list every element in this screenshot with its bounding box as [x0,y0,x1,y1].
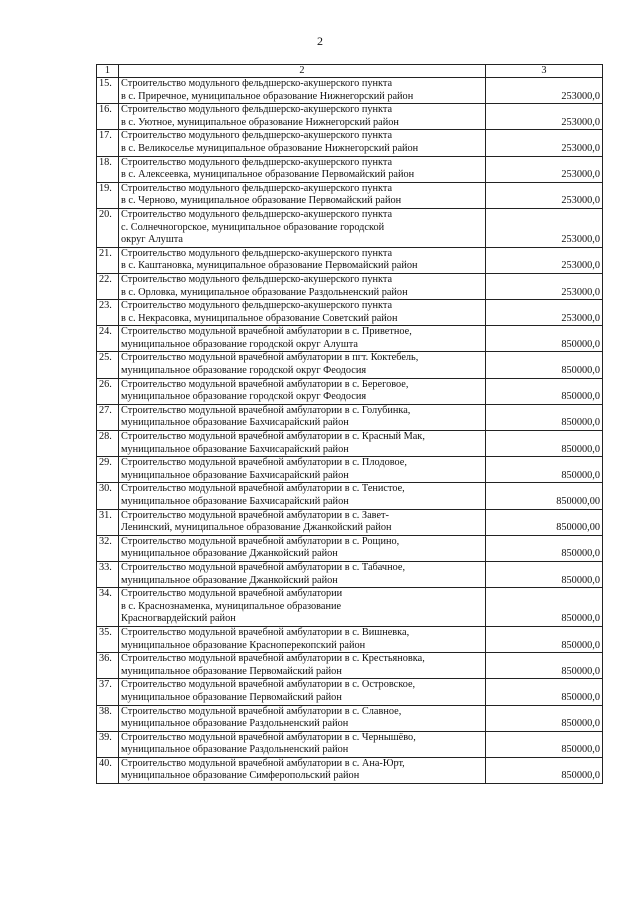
description-line: муниципальное образование Бахчисарайский район [121,443,349,455]
description-line: Строительство модульной врачебной амбулатории в с. Крестьяновка, [121,653,425,665]
table-row [97,104,603,130]
description-line: муниципальное образование городской округ Феодосия [121,365,367,377]
row-number: 38. [97,705,119,731]
description-line: Строительство модульной врачебной амбулатории в с. Тенистое, [121,483,405,495]
funding-table [96,64,603,784]
row-description [119,561,486,587]
description-line: Строительство модульного фельдшерско-акушерского пункта [121,247,393,259]
row-description [119,247,486,273]
row-description [119,705,486,731]
table-row [97,588,603,627]
row-amount: 850000,0 [486,588,603,627]
description-line: муниципальное образование Первомайский район [121,691,342,703]
row-amount: 253000,0 [486,156,603,182]
table-row [97,457,603,483]
table-row [97,404,603,430]
table-body [97,65,603,784]
row-description [119,326,486,352]
row-number: 28. [97,431,119,457]
table-row [97,273,603,299]
row-number: 40. [97,757,119,783]
row-amount: 850000,0 [486,535,603,561]
row-description [119,509,486,535]
description-line: в с. Каштановка, муниципальное образование Первомайский район [121,260,418,272]
row-description [119,130,486,156]
table-row [97,705,603,731]
table-row [97,509,603,535]
row-amount: 850000,0 [486,626,603,652]
description-line: муниципальное образование Красноперекопский район [121,639,366,651]
description-line: Строительство модульной врачебной амбулатории в с. Красный Мак, [121,431,425,443]
description-line: Строительство модульной врачебной амбулатории в с. Плодовое, [121,457,407,469]
description-line: в с. Алексеевка, муниципальное образование Первомайский район [121,169,415,181]
description-line: Ленинский, муниципальное образование Джанкойский район [121,522,392,534]
row-amount: 850000,0 [486,378,603,404]
description-line: Строительство модульной врачебной амбулатории в с. Завет- [121,509,389,521]
description-line: Строительство модульного фельдшерско-акушерского пункта [121,300,393,312]
row-number: 23. [97,300,119,326]
row-description [119,626,486,652]
table-row [97,431,603,457]
row-number: 29. [97,457,119,483]
description-line: муниципальное образование Бахчисарайский район [121,469,349,481]
description-line: муниципальное образование Раздольненский район [121,744,349,756]
row-amount: 850000,0 [486,705,603,731]
row-number: 22. [97,273,119,299]
description-line: Строительство модульного фельдшерско-акушерского пункта [121,78,393,89]
description-line: Строительство модульной врачебной амбулатории в с. Славное, [121,705,402,717]
description-line: Строительство модульного фельдшерско-акушерского пункта [121,130,393,142]
description-line: Строительство модульного фельдшерско-акушерского пункта [121,104,393,116]
row-description [119,679,486,705]
description-line: округ Алушта [121,234,183,246]
table-row [97,378,603,404]
row-description [119,731,486,757]
row-amount: 850000,0 [486,326,603,352]
row-amount: 253000,0 [486,247,603,273]
description-line: Строительство модульной врачебной амбулатории в с. Приветное, [121,326,412,338]
row-description [119,182,486,208]
row-number: 33. [97,561,119,587]
description-line: в с. Приречное, муниципальное образование Нижнегорский район [121,90,414,102]
row-number: 25. [97,352,119,378]
table-row [97,208,603,247]
description-line: Красногвардейский район [121,613,236,625]
table-row [97,535,603,561]
table-row [97,300,603,326]
description-line: в с. Орловка, муниципальное образование Раздольненский район [121,286,408,298]
row-description [119,757,486,783]
row-number: 35. [97,626,119,652]
description-line: в с. Краснознаменка, муниципальное образование [121,600,342,612]
row-description [119,483,486,509]
description-line: в с. Некрасовка, муниципальное образование Советский район [121,312,398,324]
table-row [97,561,603,587]
table-row [97,483,603,509]
description-line: Строительство модульного фельдшерско-акушерского пункта [121,208,393,220]
row-number: 26. [97,378,119,404]
description-line: муниципальное образование Первомайский район [121,665,342,677]
row-description [119,156,486,182]
table-row [97,352,603,378]
description-line: Строительство модульной врачебной амбулатории [121,588,343,600]
row-number: 27. [97,404,119,430]
description-line: муниципальное образование Джанкойский район [121,574,338,586]
description-line: Строительство модульной врачебной амбулатории в с. Голубинка, [121,404,411,416]
row-number: 17. [97,130,119,156]
table-row [97,326,603,352]
description-line: Строительство модульного фельдшерско-акушерского пункта [121,156,393,168]
row-amount: 850000,0 [486,653,603,679]
row-amount: 850000,00 [486,509,603,535]
row-description [119,404,486,430]
description-line: в с. Уютное, муниципальное образование Нижнегорский район [121,116,399,128]
row-description [119,300,486,326]
table-row [97,78,603,104]
description-line: муниципальное образование Бахчисарайский район [121,496,349,507]
row-amount: 253000,0 [486,300,603,326]
row-number: 19. [97,182,119,208]
description-line: Строительство модульной врачебной амбулатории в с. Вишневка, [121,626,410,638]
table-row [97,757,603,783]
table-row [97,156,603,182]
row-amount: 850000,0 [486,431,603,457]
row-description [119,208,486,247]
row-amount: 850000,0 [486,457,603,483]
row-amount: 850000,0 [486,404,603,430]
row-amount: 850000,0 [486,757,603,783]
description-line: муниципальное образование Бахчисарайский район [121,417,349,429]
row-amount: 850000,0 [486,352,603,378]
row-amount: 850000,0 [486,731,603,757]
row-number: 21. [97,247,119,273]
description-line: Строительство модульной врачебной амбулатории в с. Табачное, [121,561,406,573]
row-amount: 850000,0 [486,561,603,587]
description-line: муниципальное образование городской округ Феодосия [121,391,367,403]
row-number: 37. [97,679,119,705]
row-description [119,78,486,104]
row-amount: 253000,0 [486,104,603,130]
row-number: 39. [97,731,119,757]
table-header-row [97,65,603,78]
description-line: Строительство модульной врачебной амбулатории в с. Чернышёво, [121,731,416,743]
table-row [97,731,603,757]
row-number: 32. [97,535,119,561]
description-line: муниципальное образование городской округ Алушта [121,338,358,350]
description-line: муниципальное образование Раздольненский район [121,718,349,730]
table-row [97,130,603,156]
row-description [119,653,486,679]
description-line: Строительство модульной врачебной амбулатории в с. Ана-Юрт, [121,757,405,769]
header-col-1: 1 [97,65,119,78]
row-description [119,431,486,457]
table-row [97,653,603,679]
table-row [97,626,603,652]
row-number: 16. [97,104,119,130]
table-row [97,247,603,273]
header-col-2: 2 [119,65,486,78]
row-description [119,352,486,378]
description-line: муниципальное образование Джанкойский район [121,548,338,560]
row-amount: 253000,0 [486,130,603,156]
row-number: 24. [97,326,119,352]
table-row [97,182,603,208]
row-description [119,588,486,627]
row-amount: 850000,0 [486,679,603,705]
page-number: 2 [317,34,323,48]
row-number: 18. [97,156,119,182]
row-description [119,273,486,299]
header-col-3: 3 [486,65,603,78]
row-number: 20. [97,208,119,247]
row-amount: 253000,0 [486,208,603,247]
description-line: муниципальное образование Симферопольский район [121,770,360,782]
row-number: 31. [97,509,119,535]
row-amount: 850000,00 [486,483,603,509]
row-description [119,104,486,130]
description-line: Строительство модульного фельдшерско-акушерского пункта [121,182,393,194]
description-line: Строительство модульной врачебной амбулатории в с. Рощино, [121,535,400,547]
description-line: с. Солнечногорское, муниципальное образование городской [121,221,385,233]
row-amount: 253000,0 [486,78,603,104]
description-line: Строительство модульного фельдшерско-акушерского пункта [121,273,393,285]
row-amount: 253000,0 [486,273,603,299]
row-amount: 253000,0 [486,182,603,208]
description-line: Строительство модульной врачебной амбулатории в с. Островское, [121,679,416,691]
row-number: 34. [97,588,119,627]
row-description [119,378,486,404]
description-line: Строительство модульной врачебной амбулатории в пгт. Коктебель, [121,352,419,364]
table-row [97,679,603,705]
row-number: 36. [97,653,119,679]
description-line: в с. Черново, муниципальное образование Первомайский район [121,195,402,207]
description-line: Строительство модульной врачебной амбулатории в с. Береговое, [121,378,409,390]
row-number: 30. [97,483,119,509]
row-description [119,457,486,483]
row-description [119,535,486,561]
description-line: в с. Великоселье муниципальное образование Нижнегорский район [121,142,419,154]
row-number: 15. [97,78,119,104]
